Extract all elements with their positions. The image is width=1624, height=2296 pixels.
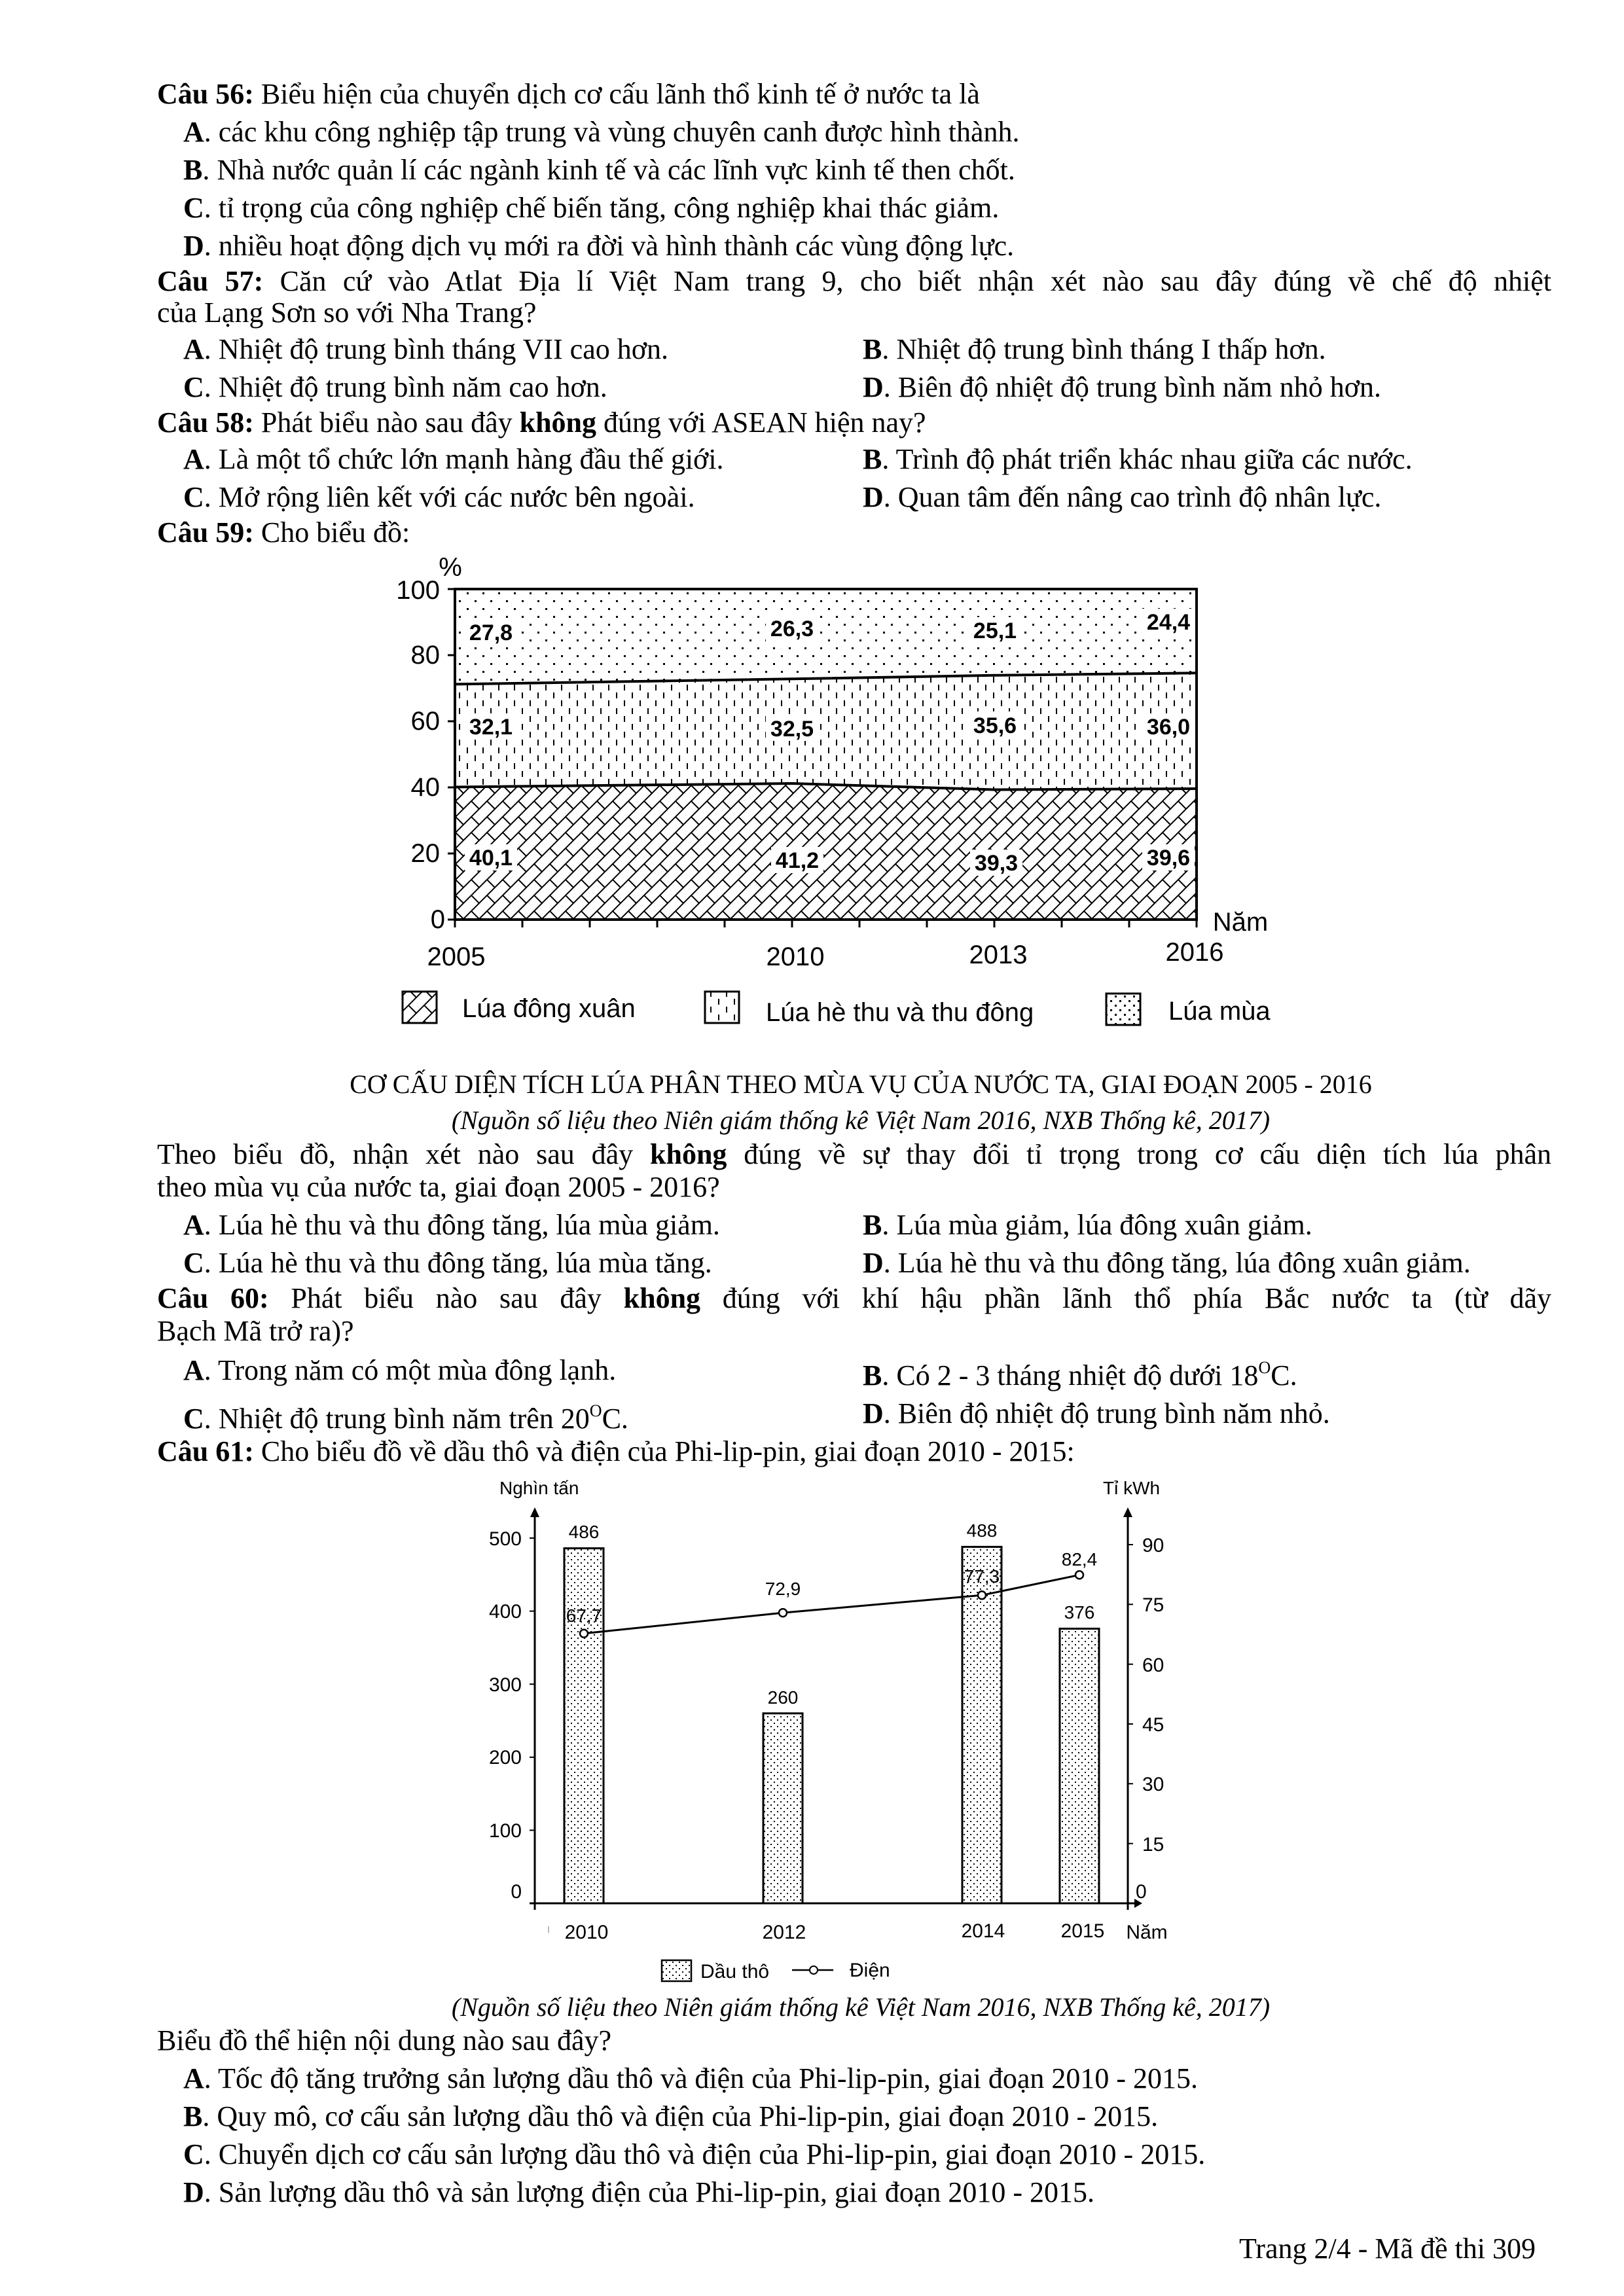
question-text: Phát biểu nào sau đây bbox=[253, 406, 520, 439]
option-text: . Nhiệt độ trung bình năm trên 20 bbox=[204, 1403, 590, 1435]
x-tick: 2014 bbox=[961, 1920, 1005, 1942]
question-59-prompt bbox=[157, 1138, 1551, 1172]
prompt-text: Theo biểu đồ, nhận xét nào sau đây bbox=[157, 1138, 651, 1170]
y-tick: 300 bbox=[488, 1674, 522, 1696]
option-letter: C bbox=[183, 2138, 204, 2170]
legend-label: Điện bbox=[850, 1960, 890, 1981]
y-axis-labels bbox=[396, 553, 462, 934]
data-label: 41,2 bbox=[775, 848, 820, 873]
question-label: Câu 56: bbox=[157, 78, 254, 110]
option-letter: B bbox=[863, 443, 882, 475]
x-tick: 2012 bbox=[762, 1922, 806, 1943]
option-letter: B bbox=[183, 2100, 203, 2132]
option-text: . Lúa hè thu và thu đông tăng, lúa mùa giảm. bbox=[204, 1209, 720, 1241]
legend-label: Dầu thô bbox=[700, 1961, 770, 1982]
y-tick: 60 bbox=[1142, 1655, 1164, 1676]
question-59-prompt-line2: theo mùa vụ của nước ta, giai đoạn 2005 - 2016? bbox=[157, 1171, 720, 1203]
y-tick: 40 bbox=[410, 773, 440, 802]
option-letter: C bbox=[183, 1247, 204, 1279]
legend-swatch-electricity bbox=[810, 1966, 818, 1974]
page-footer: Trang 2/4 - Mã đề thi 309 bbox=[1238, 2233, 1536, 2265]
option-letter: B bbox=[863, 1209, 882, 1241]
emphasis-text: không bbox=[623, 1282, 701, 1314]
data-label: 40,1 bbox=[469, 846, 513, 870]
chart-legend bbox=[662, 1960, 890, 1982]
data-label: 35,6 bbox=[973, 713, 1017, 738]
option-letter: C bbox=[183, 192, 204, 224]
data-label: 26,3 bbox=[770, 617, 814, 641]
arrow-up-icon bbox=[1123, 1507, 1132, 1517]
option-text: . Biên độ nhiệt độ trung bình năm nhỏ. bbox=[883, 1397, 1330, 1429]
option-letter: D bbox=[863, 371, 884, 403]
legend-swatch-oil bbox=[662, 1960, 691, 1981]
option-59-d[interactable] bbox=[863, 1246, 1471, 1280]
line-marker bbox=[1075, 1571, 1083, 1579]
data-label: 36,0 bbox=[1146, 715, 1191, 740]
y-tick: 500 bbox=[488, 1528, 522, 1550]
question-label: Câu 59: bbox=[157, 516, 254, 548]
left-axis-unit: Nghìn tấn bbox=[499, 1478, 579, 1498]
y-tick: 0 bbox=[511, 1881, 522, 1903]
data-label: 67,7 bbox=[566, 1605, 602, 1626]
left-axis-labels bbox=[489, 1528, 522, 1903]
right-axis-labels bbox=[1136, 1535, 1164, 1903]
option-letter: A bbox=[183, 1354, 204, 1386]
degree-superscript: O bbox=[589, 1401, 602, 1420]
rice-area-structure-chart bbox=[0, 0, 1624, 1047]
option-text: . Lúa hè thu và thu đông tăng, lúa đông xuân giảm. bbox=[883, 1247, 1471, 1279]
option-letter: C bbox=[183, 1403, 204, 1435]
option-letter: A bbox=[183, 2062, 204, 2094]
legend-label: Lúa đông xuân bbox=[462, 994, 636, 1023]
question-label: Câu 57: bbox=[157, 265, 264, 297]
y-tick: 80 bbox=[410, 641, 440, 670]
option-letter: A bbox=[183, 333, 204, 365]
x-axis-labels bbox=[565, 1920, 1168, 1943]
option-letter: A bbox=[183, 443, 204, 475]
question-60-line2: Bạch Mã trở ra)? bbox=[157, 1315, 354, 1347]
chart-source: (Nguồn số liệu theo Niên giám thống kê Việt Nam 2016, NXB Thống kê, 2017) bbox=[451, 1105, 1271, 1135]
option-61-c[interactable] bbox=[183, 2138, 1205, 2172]
option-61-d[interactable] bbox=[183, 2176, 1094, 2210]
option-letter: B bbox=[183, 154, 203, 186]
option-text: . Mở rộng liên kết với các nước bên ngoài. bbox=[204, 481, 695, 513]
question-text: Cho biểu đồ về dầu thô và điện của Phi-lip-pin, giai đoạn 2010 - 2015: bbox=[253, 1435, 1075, 1467]
option-61-a[interactable] bbox=[183, 2062, 1198, 2096]
option-text: . Sản lượng dầu thô và sản lượng điện của Phi-lip-pin, giai đoạn 2010 - 2015. bbox=[204, 2176, 1095, 2208]
oil-electricity-chart bbox=[0, 1466, 1624, 1990]
data-label: 39,6 bbox=[1146, 846, 1191, 870]
data-label: 486 bbox=[568, 1522, 600, 1542]
question-61 bbox=[157, 1435, 1075, 1469]
bar-2012 bbox=[763, 1713, 803, 1903]
area-lua-mua bbox=[455, 589, 1197, 684]
option-text: . Biên độ nhiệt độ trung bình năm nhỏ hơn. bbox=[883, 371, 1381, 403]
question-text: Biểu hiện của chuyển dịch cơ cấu lãnh thổ kinh tế ở nước ta là bbox=[253, 78, 980, 110]
x-tick: 2016 bbox=[1165, 938, 1224, 967]
chart-title: CƠ CẤU DIỆN TÍCH LÚA PHÂN THEO MÙA VỤ CỦA NƯỚC TA, GIAI ĐOẠN 2005 - 2016 bbox=[350, 1069, 1372, 1099]
y-axis-unit: % bbox=[439, 553, 462, 582]
data-label: 24,4 bbox=[1146, 610, 1191, 635]
x-axis-unit: Năm bbox=[1126, 1922, 1168, 1943]
y-tick: 0 bbox=[1136, 1881, 1147, 1903]
option-letter: B bbox=[863, 1359, 882, 1391]
question-text: Căn cứ vào Atlat Địa lí Việt Nam trang 9, cho biết nhận xét nào sau đây đúng về chế độ nhiệt bbox=[263, 265, 1551, 297]
data-label: 488 bbox=[966, 1520, 998, 1541]
emphasis-text: không bbox=[519, 406, 597, 439]
y-tick: 60 bbox=[410, 707, 440, 736]
option-59-a[interactable] bbox=[183, 1208, 720, 1242]
option-letter: D bbox=[183, 2176, 204, 2208]
option-text: . Quan tâm đến nâng cao trình độ nhân lực. bbox=[883, 481, 1382, 513]
y-tick: 15 bbox=[1142, 1834, 1164, 1856]
data-label: 32,5 bbox=[770, 717, 814, 742]
option-text: . Trình độ phát triển khác nhau giữa các nước. bbox=[882, 443, 1413, 475]
option-text: . Chuyển dịch cơ cấu sản lượng dầu thô và điện của Phi-lip-pin, giai đoạn 2010 - 2015. bbox=[204, 2138, 1206, 2170]
option-text: . Có 2 - 3 tháng nhiệt độ dưới 18 bbox=[882, 1359, 1259, 1391]
x-axis-unit: Năm bbox=[1212, 908, 1269, 937]
line-marker bbox=[580, 1630, 588, 1638]
option-text: . Nhiệt độ trung bình năm cao hơn. bbox=[204, 371, 607, 403]
x-tick: 2010 bbox=[564, 1922, 609, 1943]
option-text: . Tốc độ tăng trưởng sản lượng dầu thô và điện của Phi-lip-pin, giai đoạn 2010 - 2015. bbox=[204, 2062, 1199, 2094]
option-text: C. bbox=[1271, 1359, 1297, 1391]
bar-labels bbox=[569, 1520, 1095, 1708]
option-text: . Nhiệt độ trung bình tháng I thấp hơn. bbox=[882, 333, 1326, 365]
option-letter: D bbox=[183, 230, 204, 262]
option-text: . các khu công nghiệp tập trung và vùng chuyên canh được hình thành. bbox=[204, 116, 1020, 148]
option-letter: A bbox=[183, 1209, 204, 1241]
option-letter: D bbox=[863, 1247, 884, 1279]
y-tick: 200 bbox=[488, 1747, 522, 1768]
legend-swatch-he-thu bbox=[705, 992, 739, 1023]
bar-2010 bbox=[564, 1549, 604, 1903]
degree-superscript: O bbox=[1258, 1358, 1271, 1377]
y-tick: 100 bbox=[396, 576, 440, 605]
arrow-up-icon bbox=[530, 1507, 539, 1517]
line-marker bbox=[779, 1609, 787, 1617]
y-tick: 0 bbox=[430, 905, 445, 934]
line-marker bbox=[978, 1591, 986, 1599]
option-text: . Nhiệt độ trung bình tháng VII cao hơn. bbox=[204, 333, 669, 365]
option-text: . Nhà nước quản lí các ngành kinh tế và các lĩnh vực kinh tế then chốt. bbox=[202, 154, 1015, 186]
legend-label: Lúa hè thu và thu đông bbox=[766, 998, 1034, 1027]
bar-2015 bbox=[1060, 1628, 1099, 1903]
y-tick: 400 bbox=[488, 1601, 522, 1623]
right-axis-unit: Tỉ kWh bbox=[1103, 1478, 1161, 1498]
emphasis-text: không bbox=[650, 1138, 727, 1170]
option-letter: A bbox=[183, 116, 204, 148]
data-label: 77,3 bbox=[964, 1566, 1000, 1587]
question-text: đúng với khí hậu phần lãnh thổ phía Bắc nước ta (từ dãy bbox=[700, 1282, 1551, 1314]
chart-source-61: (Nguồn số liệu theo Niên giám thống kê Việt Nam 2016, NXB Thống kê, 2017) bbox=[451, 1992, 1271, 2022]
data-label: 260 bbox=[767, 1687, 799, 1708]
question-61-prompt: Biểu đồ thể hiện nội dung nào sau đây? bbox=[157, 2024, 612, 2056]
data-label: 72,9 bbox=[765, 1579, 801, 1599]
question-text: Phát biểu nào sau đây bbox=[268, 1282, 624, 1314]
option-60-b[interactable] bbox=[863, 1359, 1297, 1393]
question-label: Câu 61: bbox=[157, 1435, 254, 1467]
x-tick: 2013 bbox=[969, 941, 1028, 969]
option-text: . Là một tổ chức lớn mạnh hàng đầu thế giới. bbox=[204, 443, 724, 475]
data-label: 25,1 bbox=[973, 619, 1017, 643]
option-text: . Lúa hè thu và thu đông tăng, lúa mùa tăng. bbox=[204, 1247, 712, 1279]
area-lua-dong-xuan bbox=[455, 783, 1197, 920]
data-label: 376 bbox=[1064, 1602, 1095, 1623]
data-label: 39,3 bbox=[974, 851, 1019, 876]
option-letter: D bbox=[863, 1397, 884, 1429]
data-label: 27,8 bbox=[469, 620, 513, 645]
option-60-a[interactable] bbox=[183, 1354, 616, 1388]
option-60-c[interactable] bbox=[183, 1402, 628, 1436]
y-tick: 75 bbox=[1142, 1594, 1164, 1616]
option-letter: C bbox=[183, 481, 204, 513]
legend-label: Lúa mùa bbox=[1168, 997, 1271, 1026]
y-tick: 20 bbox=[410, 839, 440, 868]
option-letter: C bbox=[183, 371, 204, 403]
option-text: . Quy mô, cơ cấu sản lượng dầu thô và điện của Phi-lip-pin, giai đoạn 2010 - 2015. bbox=[202, 2100, 1159, 2132]
y-tick: 45 bbox=[1142, 1714, 1164, 1736]
option-59-b[interactable] bbox=[863, 1208, 1312, 1242]
option-text: C. bbox=[602, 1403, 628, 1435]
option-text: . tỉ trọng của công nghiệp chế biến tăng, công nghiệp khai thác giảm. bbox=[204, 192, 1000, 224]
area-lua-he-thu bbox=[455, 673, 1197, 789]
y-tick: 90 bbox=[1142, 1535, 1164, 1556]
option-letter: D bbox=[863, 481, 884, 513]
x-tick: 2005 bbox=[427, 942, 486, 971]
option-text: . Trong năm có một mùa đông lạnh. bbox=[204, 1354, 617, 1386]
y-tick: 30 bbox=[1142, 1774, 1164, 1795]
data-label: 82,4 bbox=[1061, 1549, 1098, 1570]
bar-2014 bbox=[962, 1547, 1001, 1903]
option-59-c[interactable] bbox=[183, 1246, 712, 1280]
question-text: Cho biểu đồ: bbox=[253, 516, 410, 548]
legend-swatch-dong-xuan bbox=[403, 992, 437, 1023]
option-text: . Lúa mùa giảm, lúa đông xuân giảm. bbox=[882, 1209, 1312, 1241]
option-60-d[interactable] bbox=[863, 1397, 1330, 1431]
question-text: đúng với ASEAN hiện nay? bbox=[596, 406, 926, 439]
option-letter: B bbox=[863, 333, 882, 365]
question-60 bbox=[157, 1282, 1551, 1316]
prompt-text: đúng về sự thay đổi tỉ trọng trong cơ cấu diện tích lúa phân bbox=[727, 1138, 1551, 1170]
question-label: Câu 60: bbox=[157, 1282, 269, 1314]
question-label: Câu 58: bbox=[157, 406, 254, 439]
data-label: 32,1 bbox=[469, 715, 513, 740]
x-tick: 2015 bbox=[1060, 1920, 1105, 1942]
x-tick: 2010 bbox=[766, 942, 825, 971]
legend-swatch-lua-mua bbox=[1106, 994, 1140, 1025]
electricity-line bbox=[584, 1575, 1079, 1634]
option-text: . nhiều hoạt động dịch vụ mới ra đời và hình thành các vùng động lực. bbox=[204, 230, 1015, 262]
option-61-b[interactable] bbox=[183, 2100, 1158, 2134]
y-tick: 100 bbox=[488, 1820, 522, 1842]
chart-legend bbox=[403, 992, 1271, 1027]
question-57-line2: của Lạng Sơn so với Nha Trang? bbox=[157, 296, 537, 329]
